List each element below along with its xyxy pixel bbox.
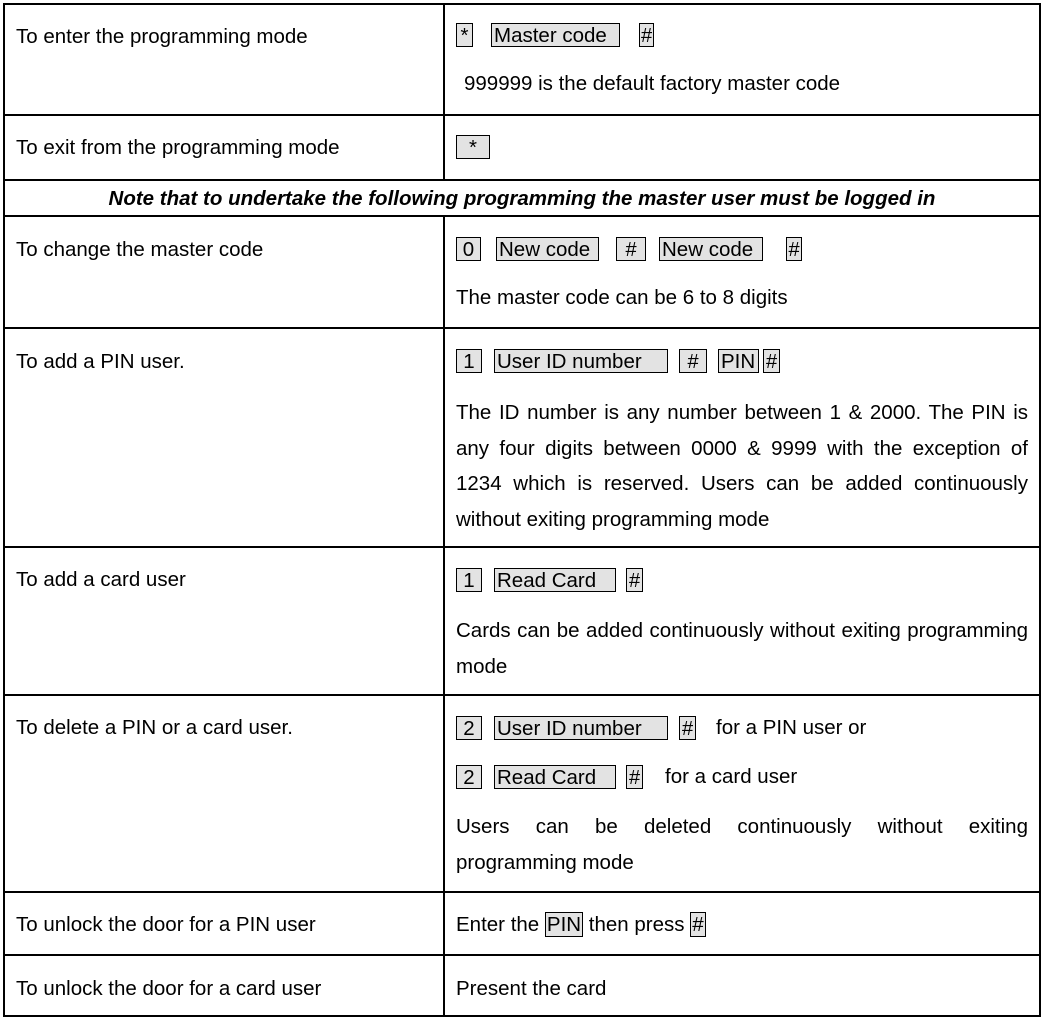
key-read-card: Read Card: [494, 568, 616, 592]
row-label-cell: [5, 893, 445, 954]
row-description: The master code can be 6 to 8 digits: [456, 286, 788, 309]
row-action-cell: [445, 217, 1039, 327]
table-row: [5, 329, 1039, 548]
key-hash: #: [786, 237, 802, 261]
row-label: To delete a PIN or a card user.: [16, 716, 293, 739]
key-hash: #: [679, 349, 707, 373]
row-label: To change the master code: [16, 238, 264, 261]
row-label-cell: [5, 548, 445, 694]
row-description: Cards can be added continuously without exiting programming mode: [456, 619, 1028, 678]
row-label: To add a card user: [16, 568, 186, 591]
row-label: To unlock the door for a PIN user: [16, 913, 316, 936]
table-row: [5, 217, 1039, 329]
row-label-cell: [5, 5, 445, 114]
row-label: To exit from the programming mode: [16, 136, 340, 159]
row-label-cell: [5, 217, 445, 327]
note-row: [5, 181, 1039, 217]
key-two: 2: [456, 716, 482, 740]
delete-pin-text: for a PIN user or: [716, 716, 867, 739]
key-zero: 0: [456, 237, 481, 261]
unlock-pin-instruction: [456, 913, 706, 937]
row-action-cell: [445, 5, 1039, 114]
row-action-cell: [445, 956, 1039, 1017]
key-user-id-number: User ID number: [494, 716, 668, 740]
key-hash: #: [626, 568, 643, 592]
delete-card-text: for a card user: [665, 765, 798, 788]
row-label-cell: [5, 696, 445, 891]
key-read-card: Read Card: [494, 765, 616, 789]
present-card-text: Present the card: [456, 977, 607, 1000]
key-hash: #: [640, 25, 653, 47]
row-description: Users can be deleted continuously without exiting programming mode: [456, 815, 1028, 874]
row-label-cell: [5, 329, 445, 546]
master-login-note: Note that to undertake the following programming the master user must be logged in: [108, 187, 936, 210]
row-label-cell: [5, 956, 445, 1017]
row-action-cell: [445, 116, 1039, 179]
key-star: *: [456, 135, 490, 159]
table-row: [5, 956, 1039, 1017]
row-label: To enter the programming mode: [16, 25, 308, 48]
row-action-cell: [445, 696, 1039, 891]
row-description: The ID number is any number between 1 & 2000. The PIN is any four digits between 0000 & 9999 with the exception of 1234 which is reserved. Users can be added continuously without exiting programming mode: [456, 401, 1028, 531]
key-hash: #: [679, 716, 696, 740]
key-pin: PIN: [718, 349, 759, 373]
key-hash: #: [616, 237, 646, 261]
row-action-cell: [445, 329, 1039, 546]
key-new-code: New code: [659, 237, 763, 261]
table-row: [5, 116, 1039, 181]
row-label: To add a PIN user.: [16, 350, 185, 373]
key-hash: #: [626, 765, 643, 789]
row-label: To unlock the door for a card user: [16, 977, 322, 1000]
key-one: 1: [456, 568, 482, 592]
key-pin: PIN: [546, 913, 582, 936]
table-row: [5, 893, 1039, 956]
key-new-code: New code: [496, 237, 599, 261]
row-action-cell: [445, 548, 1039, 694]
key-two: 2: [456, 765, 482, 789]
programming-table: [3, 3, 1041, 1017]
key-master-code: Master code: [491, 23, 620, 47]
key-one: 1: [456, 349, 482, 373]
key-hash: #: [692, 913, 704, 936]
enter-the-text: Enter the: [456, 913, 540, 936]
table-row: [5, 696, 1039, 893]
table-row: [5, 548, 1039, 696]
row-description: 999999 is the default factory master code: [464, 72, 841, 95]
table-row: [5, 5, 1039, 116]
then-press-text: then press: [588, 913, 685, 936]
row-label-cell: [5, 116, 445, 179]
key-user-id-number: User ID number: [494, 349, 668, 373]
row-action-cell: [445, 893, 1039, 954]
key-hash: #: [763, 349, 780, 373]
key-star: *: [456, 23, 473, 47]
